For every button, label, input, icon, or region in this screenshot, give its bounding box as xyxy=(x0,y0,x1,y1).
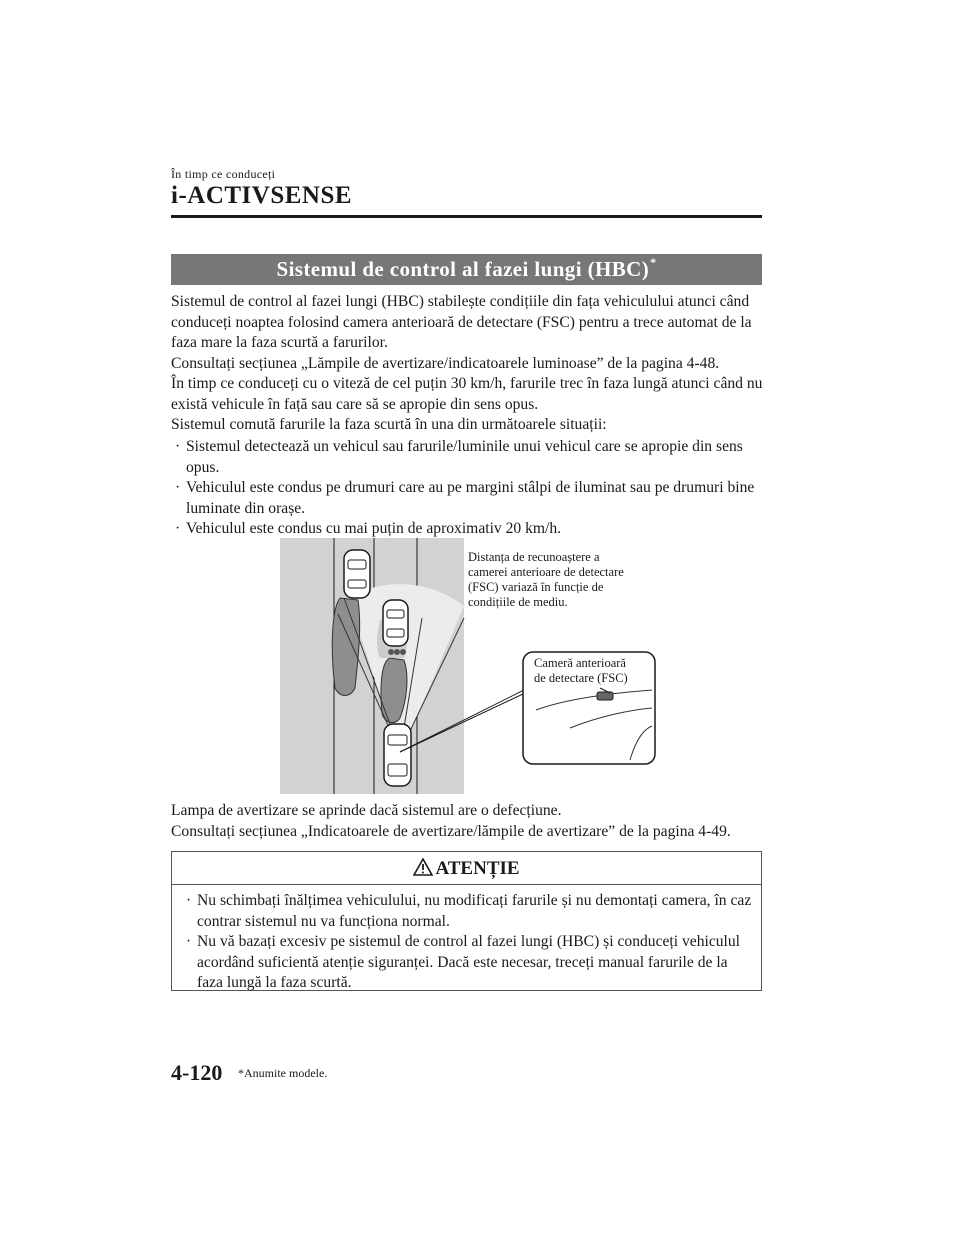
bullet-dot: · xyxy=(175,438,181,455)
footnote: *Anumite modele. xyxy=(238,1066,328,1080)
bullet-dot: · xyxy=(186,892,192,909)
intro-paragraph: În timp ce conduceți cu o viteză de cel puțin 30 km/h, farurile trec în faza lungă atunci când nu există vehicule în față sau care să se apropie din sens opus. xyxy=(171,375,763,413)
range-label-line: (FSC) variază în funcție de xyxy=(468,580,604,594)
chapter-title: i-ACTIVSENSE xyxy=(171,182,353,209)
warning-divider xyxy=(172,884,761,885)
own-vehicle-icon xyxy=(384,724,411,786)
oncoming-car-icon xyxy=(344,550,370,598)
page-number: 4-120 xyxy=(171,1060,223,1085)
warning-list xyxy=(182,891,757,994)
bullet-dot: · xyxy=(175,520,181,537)
list-item-text: Nu schimbați înălțimea vehiculului, nu modificați farurile și nu demontați camera, în caz contrar sistemul nu va funcționa normal. xyxy=(197,892,752,930)
section-label: În timp ce conduceți xyxy=(171,167,276,181)
after-paragraph: Consultați secțiunea „Indicatoarele de avertizare/lămpile de avertizare” de la pagina 4-49. xyxy=(171,822,731,840)
list-item xyxy=(182,891,757,932)
intro-paragraph: Consultați secțiunea „Lămpile de avertizare/indicatoarele luminoase” de la pagina 4-48. xyxy=(171,354,720,372)
list-item-text: Vehiculul este condus cu mai puțin de aproximativ 20 km/h. xyxy=(186,520,562,537)
warning-box xyxy=(171,851,762,991)
section-title-bar xyxy=(171,254,762,285)
warning-heading-row xyxy=(172,852,761,884)
camera-label xyxy=(534,656,628,686)
list-item xyxy=(171,437,771,478)
list-item-text: Sistemul detectează un vehicul sau farurile/luminile unui vehicul care se apropie din sens opus. xyxy=(186,438,743,476)
range-label xyxy=(468,550,624,610)
bullet-list xyxy=(171,437,771,540)
warning-heading: ATENȚIE xyxy=(435,858,520,879)
list-item xyxy=(171,478,771,519)
intro-paragraph: Sistemul comută farurile la faza scurtă în una din următoarele situații: xyxy=(171,416,607,433)
header-rule xyxy=(171,215,762,218)
model-marker: * xyxy=(650,255,657,269)
bullet-dot: · xyxy=(186,933,192,950)
range-label-line: Distanța de recunoaștere a xyxy=(468,550,600,564)
list-item-text: Nu vă bazați excesiv pe sistemul de control al fazei lungi (HBC) și conduceți vehiculul acordând suficientă atenție siguranței. Dacă este necesar, treceți manual farurile de la faza lungă la faza scurtă. xyxy=(197,933,741,991)
leading-car-icon xyxy=(383,600,408,646)
list-item xyxy=(171,519,771,540)
section-title: Sistemul de control al fazei lungi (HBC) xyxy=(276,257,650,281)
intro-paragraph: Sistemul de control al fazei lungi (HBC) stabilește condițiile din fața vehiculului atunci când conduceți noaptea folosind camera anterioară de detectare (FSC) pentru a trece automat de la faza mare la faza scurtă a farurilor. xyxy=(171,293,752,351)
range-label-line: condițiile de mediu. xyxy=(468,595,568,609)
camera-label-line: de detectare (FSC) xyxy=(534,671,628,685)
list-item-text: Vehiculul este condus pe drumuri care au pe margini stâlpi de iluminat sau pe drumuri bine luminate din orașe. xyxy=(186,479,755,517)
list-item xyxy=(182,932,757,994)
after-text xyxy=(171,801,771,842)
intro-text xyxy=(171,292,771,436)
bullet-dot: · xyxy=(175,479,181,496)
warning-triangle-icon xyxy=(413,858,433,876)
after-paragraph: Lampa de avertizare se aprinde dacă sistemul are o defecțiune. xyxy=(171,802,562,819)
hbc-illustration xyxy=(280,538,670,794)
range-label-line: camerei anterioare de detectare xyxy=(468,565,624,579)
camera-label-line: Cameră anterioară xyxy=(534,656,626,670)
